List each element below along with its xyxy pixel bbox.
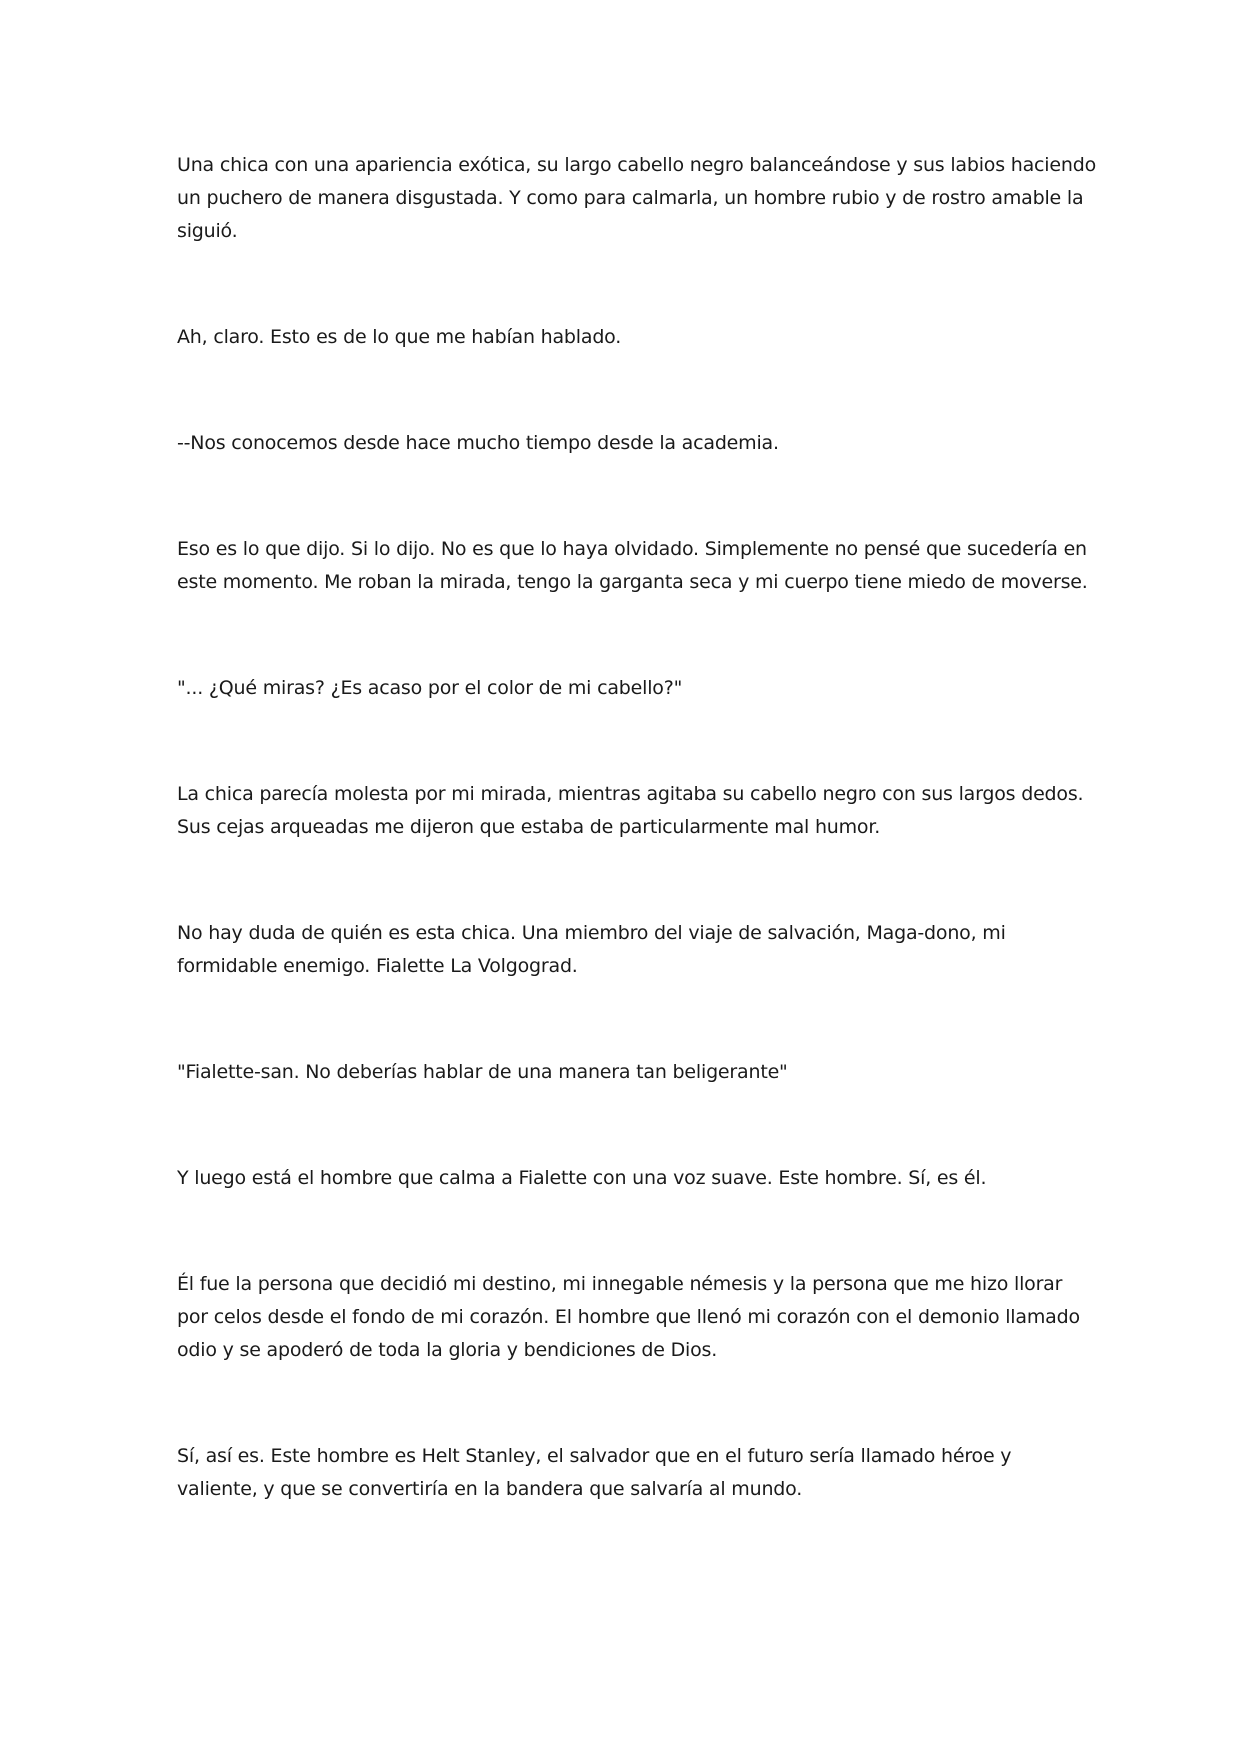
paragraph-9: Y luego está el hombre que calma a Fialette con una voz suave. Este hombre. Sí, es él.: [177, 1167, 987, 1189]
paragraph-6: La chica parecía molesta por mi mirada, mientras agitaba su cabello negro con sus largos dedos. Sus cejas arqueadas me dijeron que estaba de particularmente mal humor.: [177, 783, 1084, 838]
paragraph-11: Sí, así es. Este hombre es Helt Stanley, el salvador que en el futuro sería llamado héroe y valiente, y que se convertiría en la bandera que salvaría al mundo.: [177, 1445, 1012, 1500]
paragraph-5: "... ¿Qué miras? ¿Es acaso por el color de mi cabello?": [177, 677, 683, 699]
paragraph-7: No hay duda de quién es esta chica. Una miembro del viaje de salvación, Maga-dono, mi formidable enemigo. Fialette La Volgograd.: [177, 922, 1006, 977]
paragraph-3: --Nos conocemos desde hace mucho tiempo desde la academia.: [177, 432, 779, 454]
paragraph-8: "Fialette-san. No deberías hablar de una manera tan beligerante": [177, 1061, 788, 1083]
paragraph-1: Una chica con una apariencia exótica, su largo cabello negro balanceándose y sus labios haciendo un puchero de manera disgustada. Y como para calmarla, un hombre rubio y de rostro amable la siguió.: [177, 154, 1096, 242]
paragraph-2: Ah, claro. Esto es de lo que me habían hablado.: [177, 326, 622, 348]
paragraph-10: Él fue la persona que decidió mi destino, mi innegable némesis y la persona que me hizo llorar por celos desde el fondo de mi corazón. El hombre que llenó mi corazón con el demonio llamado odio y se apoderó de toda la gloria y bendiciones de Dios.: [177, 1273, 1080, 1361]
paragraph-4: Eso es lo que dijo. Si lo dijo. No es que lo haya olvidado. Simplemente no pensé que sucedería en este momento. Me roban la mirada, tengo la garganta seca y mi cuerpo tiene miedo de moverse.: [177, 538, 1088, 593]
text-body: [177, 149, 1097, 1506]
